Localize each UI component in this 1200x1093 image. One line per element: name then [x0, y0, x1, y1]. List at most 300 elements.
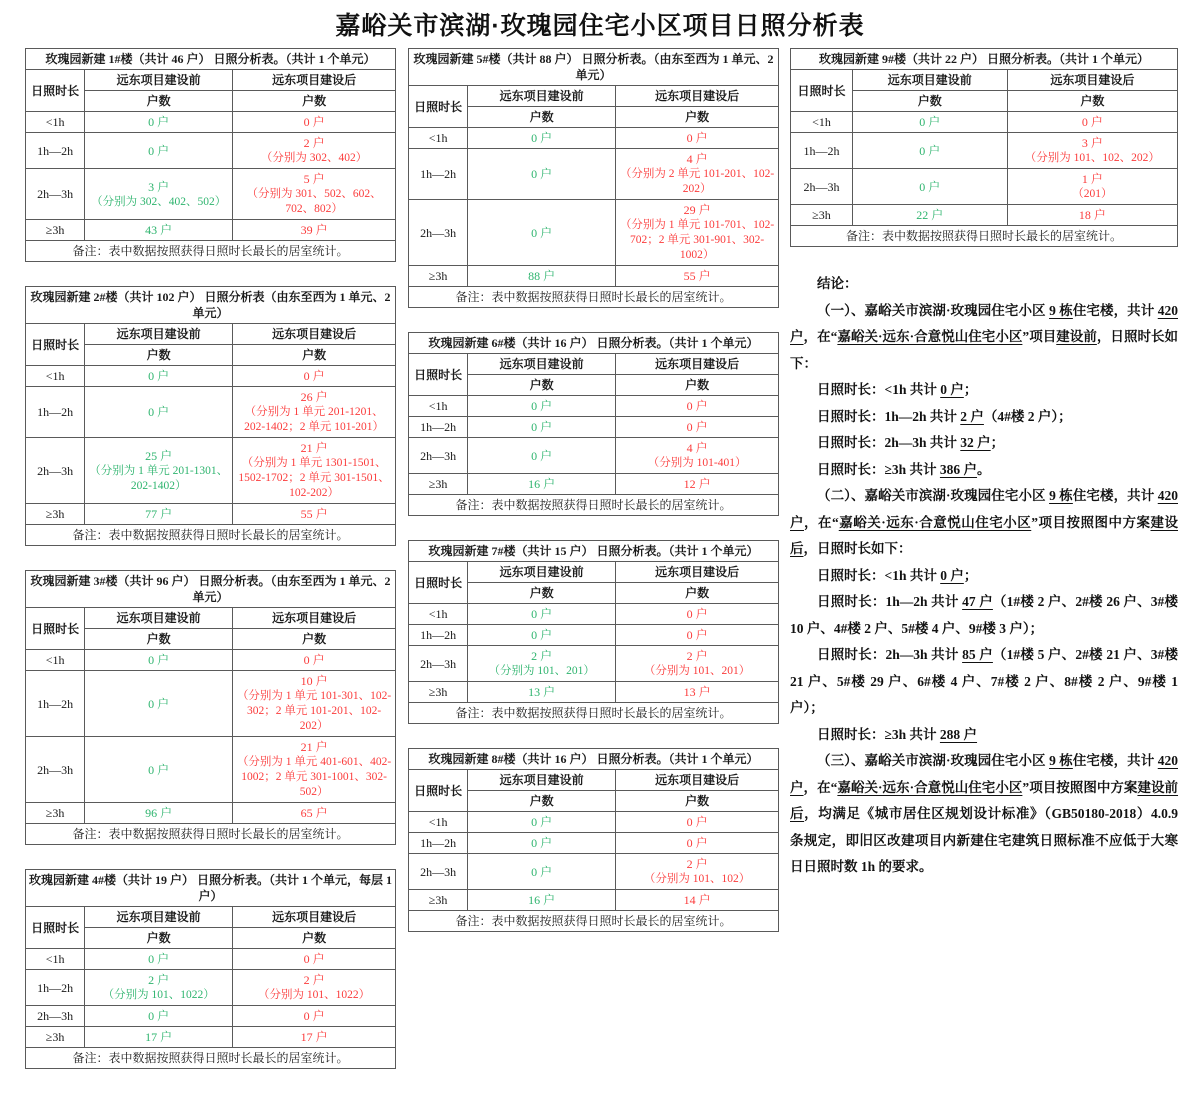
- after-count-cell: [1007, 205, 1177, 226]
- after-detail: （分别为 1 单元 401-601、402-1002；2 单元 301-1001、302-502）: [236, 756, 392, 798]
- before-count: 0 户: [148, 405, 170, 419]
- before-count: 0 户: [531, 420, 553, 434]
- households-header-cell: 户数: [85, 345, 233, 366]
- conclusion-paragraph: [790, 271, 1178, 298]
- table-note: 备注：表中数据按照获得日照时长最长的居室统计。: [409, 287, 779, 308]
- conclusion-text: 日照时长：1h—2h 共计: [817, 594, 963, 609]
- before-count-cell: [468, 438, 616, 474]
- after-count-cell: [616, 682, 779, 703]
- conclusion-text: （4#楼 2 户）；: [983, 408, 1072, 424]
- after-header-cell: 远东项目建设后: [616, 86, 779, 107]
- households-header-cell: 户数: [616, 791, 779, 812]
- before-count-cell: [852, 205, 1007, 226]
- after-count-cell: [233, 1006, 396, 1027]
- table-column-middle: [408, 48, 779, 956]
- table-row: [26, 438, 396, 504]
- before-count: 2 户: [531, 649, 553, 663]
- before-count: 0 户: [148, 115, 170, 129]
- table-row: [409, 474, 779, 495]
- table-row: [409, 396, 779, 417]
- before-count: 0 户: [148, 952, 170, 966]
- after-count-cell: [616, 646, 779, 682]
- table-note: 备注：表中数据按照获得日照时长最长的居室统计。: [791, 226, 1178, 247]
- after-count: 0 户: [303, 952, 325, 966]
- duration-header-cell: 日照时长: [26, 907, 85, 949]
- table-row: [26, 737, 396, 803]
- duration-label-cell: <1h: [26, 650, 85, 671]
- households-header-cell: 户数: [468, 791, 616, 812]
- duration-label-cell: 2h—3h: [26, 737, 85, 803]
- before-count: 43 户: [145, 223, 173, 237]
- table-title: 玫瑰园新建 2#楼（共计 102 户） 日照分析表（由东至西为 1 单元、2 单元）: [26, 287, 396, 324]
- duration-label-cell: 2h—3h: [26, 169, 85, 220]
- before-count-cell: [85, 504, 233, 525]
- after-count-cell: [233, 112, 396, 133]
- duration-label-cell: 1h—2h: [26, 970, 85, 1006]
- before-count: 0 户: [148, 696, 170, 711]
- after-header-cell: 远东项目建设后: [616, 354, 779, 375]
- duration-label-cell: 1h—2h: [26, 133, 85, 169]
- duration-label-cell: 1h—2h: [26, 387, 85, 438]
- after-count: 0 户: [686, 628, 708, 642]
- before-count: 96 户: [145, 806, 173, 820]
- before-count-cell: [852, 112, 1007, 133]
- households-header-cell: 户数: [233, 629, 396, 650]
- before-count: 0 户: [148, 1009, 170, 1023]
- table-row: [409, 625, 779, 646]
- sunshine-table-building-6: [408, 332, 779, 516]
- before-count: 2 户: [148, 973, 170, 987]
- before-count-cell: [468, 604, 616, 625]
- table-row: [26, 133, 396, 169]
- conclusion-paragraph: [790, 298, 1178, 378]
- duration-header-cell: 日照时长: [409, 562, 468, 604]
- after-count-cell: [616, 200, 779, 266]
- before-count-cell: [85, 1006, 233, 1027]
- before-count: 88 户: [528, 269, 556, 283]
- after-count-cell: [233, 1027, 396, 1048]
- table-row: [26, 650, 396, 671]
- after-count: 4 户: [686, 441, 708, 455]
- before-count: 25 户: [145, 448, 173, 463]
- after-detail: （分别为 301、502、602、702、802）: [246, 188, 382, 215]
- after-count-cell: [233, 133, 396, 169]
- table-row: [409, 417, 779, 438]
- after-count-cell: [233, 366, 396, 387]
- before-count-cell: [852, 169, 1007, 205]
- conclusion-text: ”项目按照图中方案: [1022, 779, 1138, 795]
- conclusion-text: 日照时长：1h—2h 共计: [817, 408, 961, 424]
- conclusion-text: ，均满足《城市居住区规划设计标准》（GB50180-2018）4.0.9 条规定，即旧区改建项目内新建住宅建筑日照标准不应低于大寒日日照时数 1h 的要求。: [790, 806, 1178, 874]
- conclusion-text: 日照时长：<1h 共计: [817, 567, 941, 583]
- duration-label-cell: 1h—2h: [409, 417, 468, 438]
- households-header-cell: 户数: [1007, 91, 1177, 112]
- table-row: [409, 812, 779, 833]
- before-count: 0 户: [919, 115, 941, 129]
- before-count: 0 户: [531, 607, 553, 621]
- duration-label-cell: 2h—3h: [409, 438, 468, 474]
- after-count: 2 户: [303, 973, 325, 987]
- before-count: 17 户: [145, 1030, 173, 1044]
- duration-label-cell: 1h—2h: [26, 671, 85, 737]
- conclusion-paragraph: [790, 642, 1178, 722]
- underlined-value: 420 户: [790, 488, 1178, 530]
- before-count-cell: [85, 133, 233, 169]
- duration-header-cell: 日照时长: [26, 608, 85, 650]
- before-count-cell: [85, 169, 233, 220]
- conclusion-paragraph: [790, 377, 1178, 404]
- before-header-cell: 远东项目建设前: [852, 70, 1007, 91]
- before-count: 0 户: [531, 225, 553, 240]
- duration-label-cell: 2h—3h: [791, 169, 853, 205]
- duration-label-cell: 2h—3h: [26, 1006, 85, 1027]
- before-count: 13 户: [528, 685, 556, 699]
- after-count-cell: [233, 387, 396, 438]
- conclusion-text: ，日照时长如下：: [790, 329, 1179, 371]
- table-row: [26, 803, 396, 824]
- after-count: 0 户: [303, 653, 325, 667]
- duration-label-cell: <1h: [409, 812, 468, 833]
- after-detail: （分别为 302、402）: [260, 152, 368, 164]
- duration-label-cell: ≥3h: [26, 803, 85, 824]
- after-count: 0 户: [686, 131, 708, 145]
- table-row: [26, 671, 396, 737]
- table-row: [26, 366, 396, 387]
- after-count: 17 户: [300, 1030, 328, 1044]
- before-count-cell: [468, 149, 616, 200]
- conclusion-text: （1#楼 2 户、2#楼 26 户、3#楼 10 户、4#楼 2 户、5#楼 4 户、9#楼 3 户）；: [790, 594, 1179, 636]
- after-count: 0 户: [303, 1009, 325, 1023]
- after-detail: （分别为 101-401）: [647, 457, 747, 469]
- underlined-value: 420 户: [790, 753, 1178, 795]
- after-count-cell: [616, 438, 779, 474]
- after-count-cell: [1007, 133, 1177, 169]
- before-count-cell: [468, 890, 616, 911]
- after-count-cell: [616, 128, 779, 149]
- after-count-cell: [616, 149, 779, 200]
- households-header-cell: 户数: [616, 107, 779, 128]
- underlined-value: 9 栋: [1049, 488, 1073, 503]
- after-count-cell: [616, 890, 779, 911]
- underlined-value: 建设前: [1056, 329, 1097, 344]
- table-title: 玫瑰园新建 6#楼（共计 16 户） 日照分析表。（共计 1 个单元）: [409, 333, 779, 354]
- table-note: 备注：表中数据按照获得日照时长最长的居室统计。: [26, 1048, 396, 1069]
- sunshine-table-building-4: [25, 869, 396, 1069]
- underlined-value: 85 户: [962, 647, 993, 662]
- conclusion-text: （三）、嘉峪关市滨湖·玫瑰园住宅小区: [817, 753, 1050, 768]
- conclusion-text: ；: [963, 567, 978, 583]
- table-row: [26, 1006, 396, 1027]
- underlined-value: 47 户: [962, 594, 993, 609]
- after-header-cell: 远东项目建设后: [1007, 70, 1177, 91]
- duration-label-cell: ≥3h: [26, 220, 85, 241]
- before-count-cell: [85, 366, 233, 387]
- after-count-cell: [616, 625, 779, 646]
- table-title: 玫瑰园新建 9#楼（共计 22 户） 日照分析表。（共计 1 个单元）: [791, 49, 1178, 70]
- underlined-value: 288 户: [939, 726, 978, 742]
- duration-label-cell: 2h—3h: [409, 646, 468, 682]
- before-count-cell: [85, 220, 233, 241]
- before-count-cell: [468, 396, 616, 417]
- before-count: 0 户: [531, 836, 553, 850]
- table-row: [26, 169, 396, 220]
- before-header-cell: 远东项目建设前: [468, 562, 616, 583]
- before-count: 0 户: [531, 131, 553, 145]
- before-count-cell: [468, 266, 616, 287]
- table-column-right: [790, 48, 1178, 881]
- households-header-cell: 户数: [233, 91, 396, 112]
- before-count-cell: [85, 671, 233, 737]
- households-header-cell: 户数: [85, 629, 233, 650]
- after-detail: （分别为 1 单元 101-301、102-302；2 单元 101-201、102-202）: [236, 690, 392, 732]
- households-header-cell: 户数: [233, 928, 396, 949]
- duration-label-cell: 2h—3h: [26, 438, 85, 504]
- conclusion-text: ”项目按照图中方案: [1031, 514, 1151, 530]
- after-count: 3 户: [1081, 136, 1103, 150]
- table-row: [409, 890, 779, 911]
- underlined-value: 建设后: [790, 514, 1178, 556]
- before-count-cell: [468, 646, 616, 682]
- after-count: 0 户: [686, 836, 708, 850]
- duration-label-cell: <1h: [26, 112, 85, 133]
- before-detail: （分别为 101、1022）: [102, 989, 215, 1001]
- underlined-value: 386 户: [939, 461, 978, 477]
- duration-header-cell: 日照时长: [791, 70, 853, 112]
- table-row: [409, 128, 779, 149]
- conclusion-text: 日照时长：<1h 共计: [817, 382, 941, 397]
- before-header-cell: 远东项目建设前: [468, 354, 616, 375]
- after-count: 0 户: [1081, 115, 1103, 129]
- duration-label-cell: <1h: [26, 949, 85, 970]
- sunshine-table-building-8: [408, 748, 779, 932]
- table-note: 备注：表中数据按照获得日照时长最长的居室统计。: [26, 824, 396, 845]
- conclusion-text: 结论：: [817, 276, 858, 291]
- conclusion-paragraph: [790, 563, 1178, 590]
- duration-header-cell: 日照时长: [26, 324, 85, 366]
- before-detail: （分别为 302、402、502）: [91, 195, 227, 208]
- duration-label-cell: 1h—2h: [791, 133, 853, 169]
- duration-label-cell: ≥3h: [26, 1027, 85, 1048]
- page-title: 嘉峪关市滨湖·玫瑰园住宅小区项目日照分析表: [335, 12, 865, 40]
- conclusion-paragraph: [790, 483, 1178, 563]
- before-header-cell: 远东项目建设前: [468, 770, 616, 791]
- conclusion-text: ，在“: [803, 329, 838, 344]
- duration-header-cell: 日照时长: [409, 354, 468, 396]
- after-count-cell: [233, 438, 396, 504]
- duration-label-cell: <1h: [409, 396, 468, 417]
- conclusion-text: 住宅楼，共计: [1072, 302, 1158, 318]
- duration-header-cell: 日照时长: [409, 770, 468, 812]
- conclusion-text: ，日照时长如下：: [803, 541, 912, 556]
- conclusion-paragraph: [790, 430, 1178, 457]
- table-note: 备注：表中数据按照获得日照时长最长的居室统计。: [409, 495, 779, 516]
- table-title: 玫瑰园新建 7#楼（共计 15 户） 日照分析表。（共计 1 个单元）: [409, 541, 779, 562]
- after-count-cell: [1007, 112, 1177, 133]
- table-note: 备注：表中数据按照获得日照时长最长的居室统计。: [409, 911, 779, 932]
- conclusion-text: ，在“: [804, 514, 839, 530]
- conclusion-text: 日照时长：≥3h 共计: [817, 726, 940, 742]
- after-count: 0 户: [686, 420, 708, 434]
- after-count: 0 户: [686, 607, 708, 621]
- after-detail: （分别为 1 单元 101-701、102-702；2 单元 301-901、302-1002）: [619, 219, 775, 261]
- before-count: 0 户: [531, 399, 553, 413]
- conclusion-text: 日照时长：≥3h 共计: [817, 461, 940, 477]
- table-row: [409, 604, 779, 625]
- before-count: 0 户: [148, 143, 170, 158]
- duration-label-cell: 1h—2h: [409, 625, 468, 646]
- before-count: 0 户: [531, 864, 553, 879]
- after-header-cell: 远东项目建设后: [616, 562, 779, 583]
- after-count: 2 户: [686, 649, 708, 663]
- conclusion-text: ；: [990, 435, 1005, 450]
- conclusion-paragraph: [790, 722, 1178, 749]
- sunshine-table-building-5: [408, 48, 779, 308]
- after-detail: （201）: [1072, 188, 1113, 200]
- after-count-cell: [616, 833, 779, 854]
- before-count-cell: [468, 128, 616, 149]
- after-count: 65 户: [300, 806, 328, 820]
- table-note: 备注：表中数据按照获得日照时长最长的居室统计。: [26, 241, 396, 262]
- before-count-cell: [468, 812, 616, 833]
- after-count-cell: [233, 671, 396, 737]
- after-count: 0 户: [686, 815, 708, 829]
- underlined-value: 嘉峪关·远东·合意悦山住宅小区: [837, 779, 1023, 795]
- after-count: 10 户: [300, 674, 328, 688]
- after-count-cell: [233, 504, 396, 525]
- before-count: 0 户: [531, 815, 553, 829]
- before-count-cell: [468, 854, 616, 890]
- after-count-cell: [233, 737, 396, 803]
- before-count: 16 户: [528, 477, 556, 491]
- after-count: 0 户: [686, 399, 708, 413]
- after-detail: （分别为 101、102）: [643, 873, 751, 885]
- before-count: 0 户: [148, 653, 170, 667]
- before-count-cell: [85, 803, 233, 824]
- before-count-cell: [468, 474, 616, 495]
- table-column-left: [25, 48, 396, 1093]
- after-count: 55 户: [300, 507, 328, 521]
- after-detail: （分别为 2 单元 101-201、102-202）: [619, 168, 775, 195]
- conclusion: [790, 271, 1178, 881]
- underlined-value: 9 栋: [1049, 753, 1073, 768]
- households-header-cell: 户数: [85, 928, 233, 949]
- underlined-value: 嘉峪关·远东·合意悦山住宅小区: [837, 329, 1023, 344]
- duration-label-cell: <1h: [791, 112, 853, 133]
- after-header-cell: 远东项目建设后: [233, 324, 396, 345]
- after-count: 14 户: [683, 893, 711, 907]
- conclusion-text: （1#楼 5 户、2#楼 21 户、3#楼 21 户、5#楼 29 户、6#楼 4 户、7#楼 2 户、8#楼 2 户、9#楼 1 户）；: [790, 647, 1179, 715]
- households-header-cell: 户数: [468, 375, 616, 396]
- underlined-value: 嘉峪关·远东·合意悦山住宅小区: [838, 514, 1032, 530]
- table-row: [26, 112, 396, 133]
- table-note: 备注：表中数据按照获得日照时长最长的居室统计。: [409, 703, 779, 724]
- table-row: [409, 682, 779, 703]
- after-count-cell: [233, 949, 396, 970]
- households-header-cell: 户数: [85, 91, 233, 112]
- underlined-value: 32 户: [960, 435, 991, 450]
- duration-label-cell: <1h: [409, 128, 468, 149]
- after-count: 1 户: [1081, 172, 1103, 186]
- after-count: 26 户: [300, 390, 328, 404]
- duration-label-cell: 2h—3h: [409, 854, 468, 890]
- conclusion-text: ；: [963, 382, 978, 397]
- table-row: [409, 266, 779, 287]
- conclusion-text: 住宅楼，共计: [1072, 753, 1158, 768]
- before-count: 0 户: [531, 448, 553, 463]
- conclusion-paragraph: [790, 748, 1178, 881]
- households-header-cell: 户数: [852, 91, 1007, 112]
- duration-label-cell: 2h—3h: [409, 200, 468, 266]
- before-detail: （分别为 101、201）: [488, 665, 595, 677]
- after-count: 55 户: [683, 269, 711, 283]
- before-count-cell: [468, 682, 616, 703]
- after-count: 0 户: [303, 115, 325, 129]
- after-count: 0 户: [303, 369, 325, 383]
- after-detail: （分别为 101、102、202）: [1024, 152, 1160, 164]
- after-count-cell: [616, 854, 779, 890]
- before-count-cell: [468, 417, 616, 438]
- conclusion-text: 。: [977, 461, 991, 477]
- after-count-cell: [616, 604, 779, 625]
- conclusion-text: ，在“: [803, 779, 838, 795]
- households-header-cell: 户数: [233, 345, 396, 366]
- after-count-cell: [233, 650, 396, 671]
- before-count: 0 户: [148, 369, 170, 383]
- before-count: 3 户: [148, 179, 170, 194]
- sunshine-table-building-2: [25, 286, 396, 546]
- before-count: 22 户: [916, 208, 944, 222]
- duration-label-cell: ≥3h: [409, 890, 468, 911]
- before-count: 16 户: [528, 893, 556, 907]
- conclusion-text: （二）、嘉峪关市滨湖·玫瑰园住宅小区: [817, 488, 1050, 503]
- before-count-cell: [85, 438, 233, 504]
- table-row: [26, 949, 396, 970]
- duration-label-cell: 1h—2h: [409, 149, 468, 200]
- table-row: [409, 149, 779, 200]
- after-detail: （分别为 101、1022）: [258, 989, 371, 1001]
- after-count-cell: [233, 169, 396, 220]
- table-row: [409, 646, 779, 682]
- households-header-cell: 户数: [616, 583, 779, 604]
- after-count: 4 户: [686, 152, 708, 166]
- table-row: [791, 169, 1178, 205]
- after-header-cell: 远东项目建设后: [233, 907, 396, 928]
- conclusion-paragraph: [790, 404, 1178, 431]
- after-count: 12 户: [683, 477, 711, 491]
- households-header-cell: 户数: [468, 107, 616, 128]
- table-row: [26, 387, 396, 438]
- before-header-cell: 远东项目建设前: [85, 907, 233, 928]
- conclusion-text: 日照时长：2h—3h 共计: [817, 435, 961, 450]
- table-row: [791, 205, 1178, 226]
- underlined-value: 0 户: [940, 382, 964, 397]
- after-count-cell: [616, 417, 779, 438]
- table-title: 玫瑰园新建 3#楼（共计 96 户） 日照分析表。（由东至西为 1 单元、2 单元）: [26, 571, 396, 608]
- after-count: 2 户: [303, 136, 325, 150]
- after-count-cell: [616, 266, 779, 287]
- table-row: [791, 133, 1178, 169]
- after-count: 5 户: [303, 172, 325, 186]
- before-header-cell: 远东项目建设前: [85, 70, 233, 91]
- duration-header-cell: 日照时长: [409, 86, 468, 128]
- conclusion-text: ”项目: [1022, 329, 1057, 344]
- after-count-cell: [616, 474, 779, 495]
- duration-label-cell: ≥3h: [26, 504, 85, 525]
- after-count: 21 户: [300, 740, 328, 754]
- table-row: [26, 970, 396, 1006]
- before-detail: （分别为 1 单元 201-1301、202-1402）: [89, 464, 229, 492]
- conclusion-text: （一）、嘉峪关市滨湖·玫瑰园住宅小区: [817, 302, 1050, 318]
